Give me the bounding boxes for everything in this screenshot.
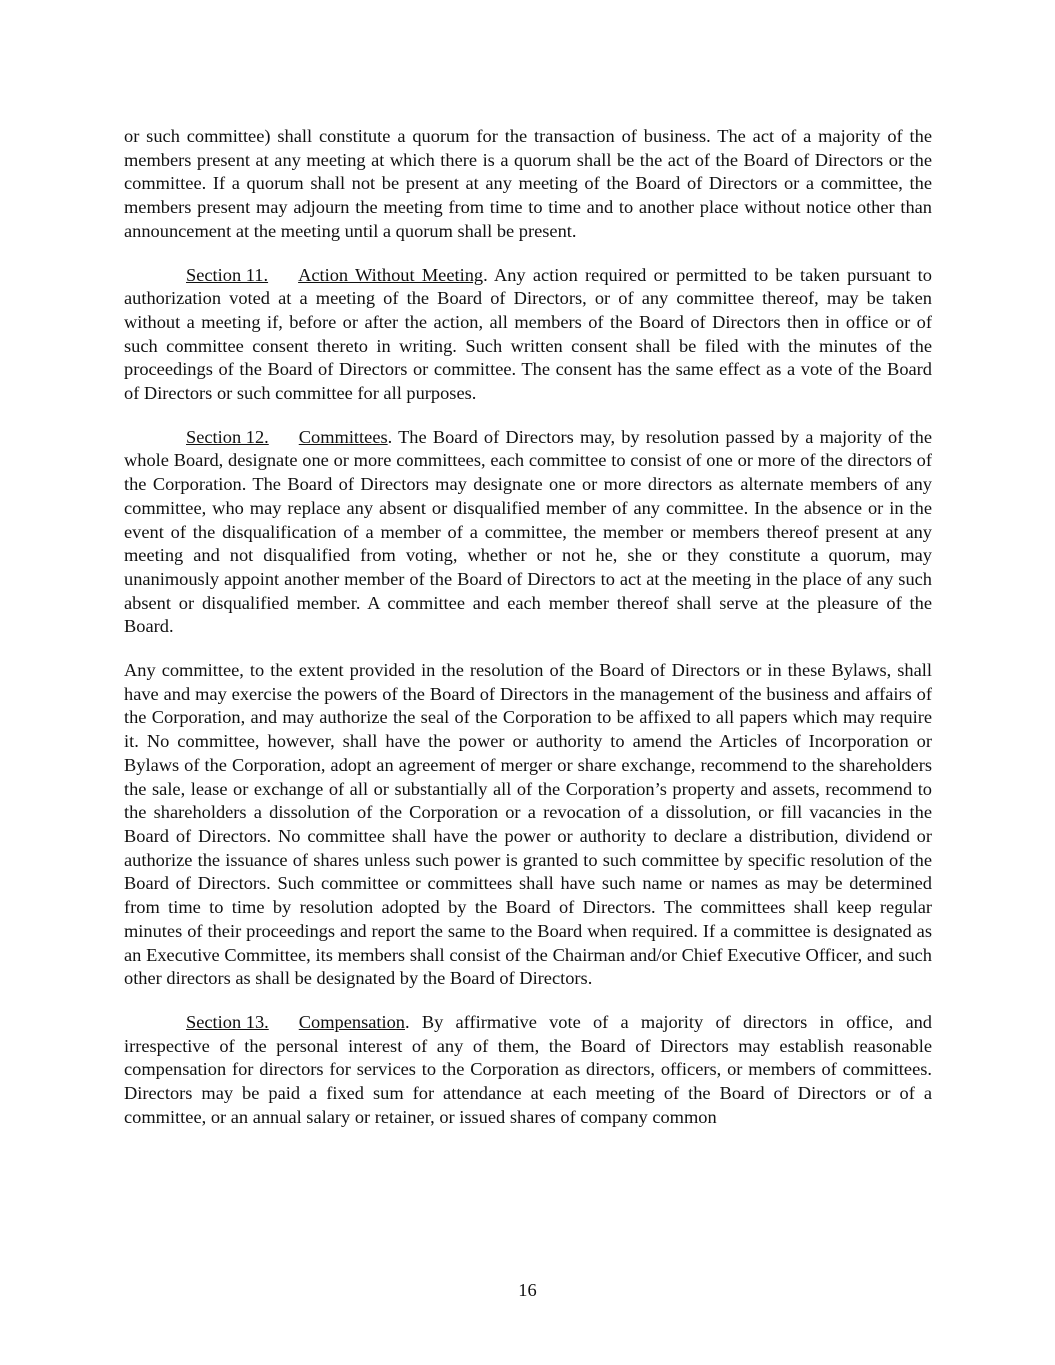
section-13-number: Section 13. [186, 1011, 269, 1032]
section-11-body: . Any action required or permitted to be taken pursuant to authorization voted at a meeting of the Board of Directors, or of any committee thereof, may be taken without a meeting if, before or after the action, all members of the Board of Directors then in office or of such committee consent thereto in writing. Such written consent shall be filed with the minutes of the proceedings of the Board of Directors or committee. The consent has the same effect as a vote of the Board of Directors or such committee for all purposes. [124, 264, 932, 404]
page-number: 16 [518, 1280, 537, 1300]
document-body [124, 125, 932, 1149]
section-12-number: Section 12. [186, 426, 269, 447]
section-12-body: . The Board of Directors may, by resolution passed by a majority of the whole Board, designate one or more committees, each committee to consist of one or more of the directors of the Corporation. The Board of Directors may designate one or more directors as alternate members of any committee, who may replace any absent or disqualified member of any committee. In the absence or in the event of the disqualification of a member of a committee, the member or members thereof present at any meeting and not disqualified from voting, whether or not he, she or they constitute a quorum, may unanimously appoint another member of the Board of Directors to act at the meeting in the place of any such absent or disqualified member. A committee and each member thereof shall serve at the pleasure of the Board. [124, 426, 932, 637]
quorum-continuation-paragraph: or such committee) shall constitute a quorum for the transaction of business. The act of a majority of the members present at any meeting at which there is a quorum shall be the act of the Board of Directors or the committee. If a quorum shall not be present at any meeting of the Board of Directors or a committee, the members present may adjourn the meeting from time to time and to another place without notice other than announcement at the meeting until a quorum shall be present. [124, 126, 932, 241]
section-12-paragraph [124, 426, 932, 639]
section-11-title: Action Without Meeting [298, 264, 484, 285]
section-12-title: Committees [298, 426, 388, 447]
section-13-title: Compensation [298, 1011, 405, 1032]
section-13-paragraph [124, 1011, 932, 1130]
committee-powers-paragraph: Any committee, to the extent provided in the resolution of the Board of Directors or in these Bylaws, shall have and may exercise the powers of the Board of Directors in the management of the business and affairs of the Corporation, and may authorize the seal of the Corporation to be affixed to all papers which may require it. No committee, however, shall have the power or authority to amend the Articles of Incorporation or Bylaws of the Corporation, adopt an agreement of merger or share exchange, recommend to the shareholders the sale, lease or exchange of all or substantially all of the Corporation’s property and assets, recommend to the shareholders a dissolution of the Corporation or a revocation of a dissolution, or fill vacancies in the Board of Directors. No committee shall have the power or authority to declare a distribution, dividend or authorize the issuance of shares unless such power is granted to such committee by specific resolution of the Board of Directors. Such committee or committees shall have such name or names as may be determined from time to time by resolution adopted by the Board of Directors. The committees shall keep regular minutes of their proceedings and report the same to the Board when required. If a committee is designated as an Executive Committee, its members shall consist of the Chairman and/or Chief Executive Officer, and such other directors as shall be designated by the Board of Directors. [124, 660, 932, 989]
section-11-number: Section 11. [186, 264, 269, 285]
section-11-paragraph [124, 264, 932, 406]
section-13-body: . By affirmative vote of a majority of directors in office, and irrespective of the personal interest of any of them, the Board of Directors may establish reasonable compensation for directors for services to the Corporation as directors, officers, or members of committees. Directors may be paid a fixed sum for attendance at each meeting of the Board of Directors or of a committee, or an annual salary or retainer, or issued shares of company common [124, 1011, 932, 1127]
